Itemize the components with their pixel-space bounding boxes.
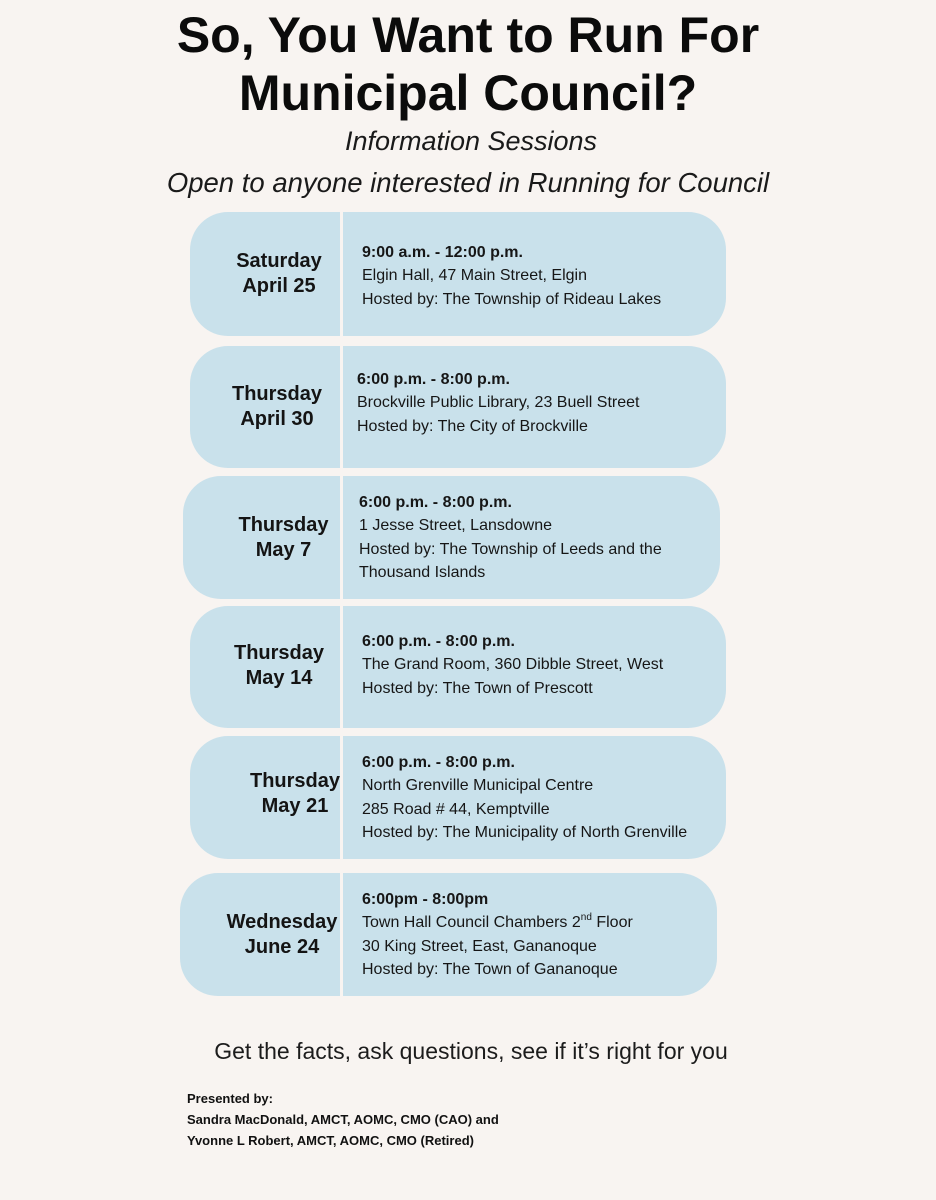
presenter-1: Sandra MacDonald, AMCT, AOMC, CMO (CAO) and	[187, 1112, 499, 1127]
session-location: The Grand Room, 360 Dibble Street, West	[362, 656, 664, 674]
session-host-line-2: Thousand Islands	[359, 564, 486, 581]
session-date	[190, 212, 354, 336]
session-time: 6:00 p.m. - 8:00 p.m.	[359, 493, 512, 511]
session-host: Hosted by: The Municipality of North Grenville	[362, 824, 688, 841]
presenters-block	[187, 1088, 499, 1151]
session-date-text: May 21	[261, 794, 329, 817]
session-location-floor: Floor	[591, 914, 633, 931]
session-time: 6:00 p.m. - 8:00 p.m.	[357, 370, 510, 388]
session-date-text: June 24	[244, 935, 320, 958]
session-info	[362, 736, 687, 859]
session-location: Brockville Public Library, 23 Buell Street	[357, 394, 640, 412]
session-divider	[340, 212, 343, 336]
session-info	[362, 212, 661, 336]
session-location-line-1	[362, 911, 633, 935]
session-divider	[340, 736, 343, 859]
session-date-text: April 30	[240, 408, 314, 430]
presenter-2: Yvonne L Robert, AMCT, AOMC, CMO (Retired)	[187, 1133, 474, 1148]
session-date	[190, 346, 352, 468]
session-day: Thursday	[249, 769, 341, 792]
session-day: Thursday	[231, 383, 323, 405]
session-date-text: April 25	[242, 275, 316, 297]
session-info	[359, 476, 662, 599]
session-location-line-1: North Grenville Municipal Centre	[362, 777, 594, 794]
tagline: Get the facts, ask questions, see if it’s right for you	[214, 1038, 728, 1064]
session-card-may-7	[183, 476, 720, 599]
session-date	[190, 606, 354, 728]
session-time: 6:00 p.m. - 8:00 p.m.	[362, 632, 515, 650]
session-host: Hosted by: The Township of Rideau Lakes	[362, 290, 662, 308]
session-card-june-24	[180, 873, 717, 996]
session-location-text: Town Hall Council Chambers 2	[362, 914, 581, 931]
session-date-text: May 14	[245, 667, 313, 689]
intro-text: Open to anyone interested in Running for Council	[166, 167, 770, 198]
session-location: 1 Jesse Street, Lansdowne	[359, 517, 553, 534]
session-divider	[340, 606, 343, 728]
session-info	[362, 873, 633, 996]
page-title-line-2: Municipal Council?	[238, 65, 698, 121]
session-host: Hosted by: The City of Brockville	[357, 417, 588, 435]
session-card-april-30	[190, 346, 726, 468]
presented-by-label: Presented by:	[187, 1091, 273, 1106]
session-card-april-25	[190, 212, 726, 336]
session-date	[183, 476, 362, 599]
session-time: 6:00 p.m. - 8:00 p.m.	[362, 753, 515, 771]
session-time: 6:00pm - 8:00pm	[362, 890, 489, 908]
session-day: Thursday	[238, 513, 329, 536]
session-divider	[340, 873, 343, 996]
session-divider	[340, 476, 343, 599]
session-day: Wednesday	[226, 910, 338, 933]
session-host-line-1: Hosted by: The Township of Leeds and the	[359, 540, 662, 558]
page-title-line-1: So, You Want to Run For	[176, 7, 760, 63]
session-card-may-14	[190, 606, 726, 728]
session-host: Hosted by: The Town of Prescott	[362, 679, 593, 697]
session-day: Saturday	[236, 250, 322, 272]
session-day: Thursday	[233, 642, 325, 664]
session-time: 9:00 a.m. - 12:00 p.m.	[362, 243, 523, 261]
ordinal-suffix: nd	[580, 911, 592, 923]
session-location: Elgin Hall, 47 Main Street, Elgin	[362, 267, 587, 285]
session-host: Hosted by: The Town of Gananoque	[362, 961, 618, 978]
page-subtitle: Information Sessions	[344, 126, 598, 156]
session-card-may-21	[190, 736, 726, 859]
session-date	[180, 873, 362, 996]
session-date-text: May 7	[255, 538, 312, 561]
session-location-line-2: 30 King Street, East, Gananoque	[362, 937, 597, 955]
session-location-line-2: 285 Road # 44, Kemptville	[362, 800, 550, 818]
session-info	[357, 346, 640, 468]
session-date	[190, 736, 370, 859]
session-divider	[340, 346, 343, 468]
session-info	[362, 606, 663, 728]
